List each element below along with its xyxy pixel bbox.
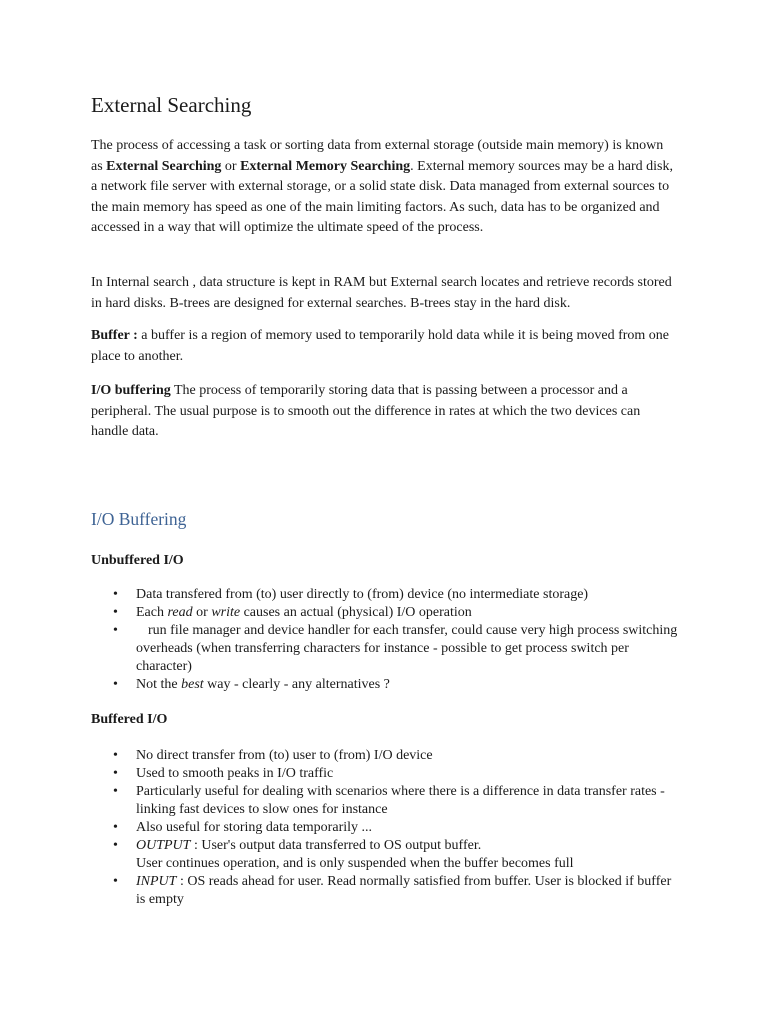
list-item: • No direct transfer from (to) user to (from) I/O device	[91, 747, 681, 765]
item-text: Not the	[136, 677, 182, 692]
list-item: • Particularly useful for dealing with scenarios where there is a difference in data transfer rates - linking fast devices to slow ones for instance	[91, 783, 681, 819]
list-item	[91, 873, 681, 909]
list-item: • Also useful for storing data temporarily ...	[91, 819, 681, 837]
list-item	[91, 837, 681, 873]
intro-paragraph	[91, 136, 675, 239]
section-heading: I/O Buffering	[91, 509, 187, 529]
io-buffering-paragraph	[91, 381, 677, 443]
io-buffering-label: I/O buffering	[91, 383, 171, 398]
item-text: causes an actual (physical) I/O operation	[240, 605, 472, 620]
list-item	[91, 604, 681, 622]
item-text: : OS reads ahead for user. Read normally satisfied from buffer. User is blocked if buffer is empty	[136, 874, 672, 907]
list-item: • Data transfered from (to) user directly to (from) device (no intermediate storage)	[91, 586, 681, 604]
internal-search-paragraph: In Internal search , data structure is kept in RAM but External search locates and retrieve records stored in hard disks. B-trees are designed for external searches. B-trees stay in the hard disk.	[91, 275, 672, 311]
intro-text-2: or	[221, 158, 241, 174]
item-text: Each	[136, 605, 168, 620]
item-text: way - clearly - any alternatives ?	[203, 677, 390, 692]
output-label: OUTPUT	[136, 838, 191, 853]
item-emphasis-read: read	[167, 605, 193, 620]
buffered-heading: Buffered I/O	[91, 712, 168, 727]
buffer-text: a buffer is a region of memory used to temporarily hold data while it is being moved from one place to another.	[91, 328, 670, 364]
item-text: or	[192, 605, 212, 620]
list-item	[91, 622, 681, 676]
input-label: INPUT	[136, 874, 177, 889]
unbuffered-heading: Unbuffered I/O	[91, 553, 184, 568]
item-emphasis-best: best	[181, 677, 204, 692]
item-text: : User's output data transferred to OS output buffer.	[190, 838, 482, 853]
intro-text-3: . External memory sources may be a hard disk, a network file server with external storage, or a solid state disk. Data managed from external sources to the main memory has speed as one of the main limiting factors. As such, data has to be organized and accessed in a way that will optimize the ultimate speed of the process.	[91, 158, 673, 236]
page-title: External Searching	[91, 93, 252, 117]
item-emphasis-write: write	[211, 605, 241, 620]
list-item: • Used to smooth peaks in I/O traffic	[91, 765, 681, 783]
buffered-list	[91, 747, 681, 909]
term-external-searching: External Searching	[106, 158, 222, 174]
buffer-paragraph	[91, 326, 671, 367]
term-external-memory-searching: External Memory Searching	[240, 158, 411, 174]
intro-text-1: The process of accessing a task or sorting data from external storage (outside main memory) is known as	[91, 138, 664, 174]
list-item	[91, 676, 681, 694]
item-text: run file manager and device handler for each transfer, could cause very high process switching overheads (when transferring characters for instance - possible to get process switch per character)	[136, 623, 678, 674]
io-buffering-text: The process of temporarily storing data that is passing between a processor and a peripheral. The usual purpose is to smooth out the difference in rates at which the two devices can handle data.	[91, 383, 641, 440]
item-text: User continues operation, and is only suspended when the buffer becomes full	[136, 856, 574, 871]
buffer-label: Buffer :	[91, 328, 138, 343]
unbuffered-list	[91, 586, 681, 694]
